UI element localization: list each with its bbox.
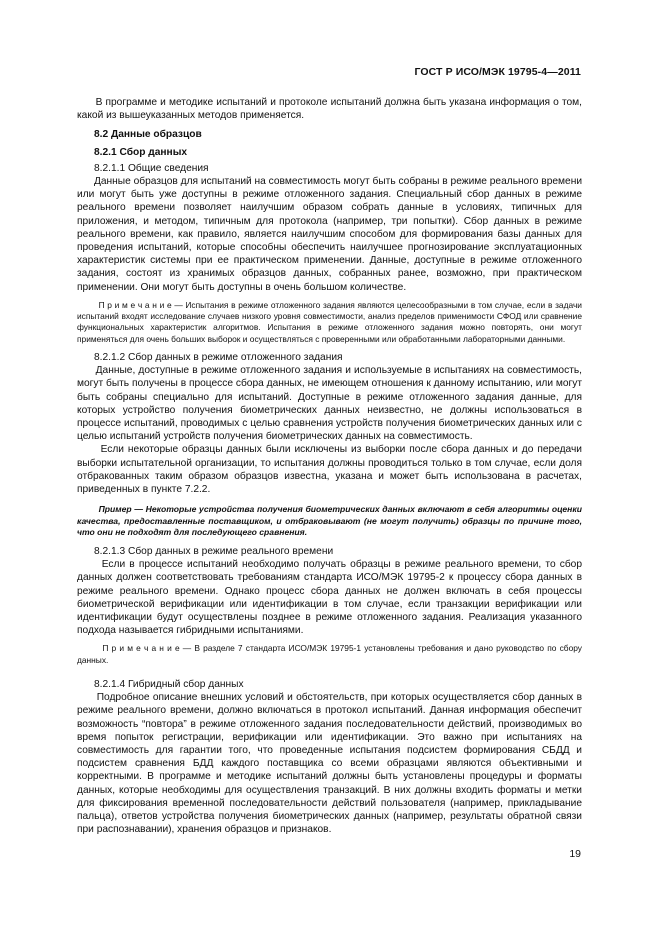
intro-text: В программе и методике испытаний и протоколе испытаний должна быть указана информация о том, какой из вышеуказанных методов применяется.: [77, 97, 582, 122]
section-title-8-2-1-1: 8.2.1.1 Общие сведения: [93, 162, 209, 174]
example-text: Пример — Некоторые устройства получения биометрических данных включают в себя алгоритмы оценки качества, предоставленные поставщиком, и отбраковывают (не могут получить) образцы по причине того, что они не подходят для последующего сравнения.: [77, 504, 582, 538]
paragraph-text-8-2-1-3: Если в процессе испытаний необходимо получать образцы в режиме реального времени, то сбор данных должен соответствовать требованиям стандарта ИСО/МЭК 19795-2 к процессу сбора данных в режиме реального времени. Однако процесс сбора данных не должен включать в себя процессы биометрической верификации или идентификации в том случае, если транзакции верификации или идентификации будут осуществлены позднее в режиме отложенного задания. Реализация указанного подхода называется гибридными испытаниями.: [77, 559, 582, 637]
page-number: 19: [569, 848, 581, 860]
paragraph-8-2-1-4: [77, 691, 582, 836]
section-title-8-2-1-2: 8.2.1.2 Сбор данных в режиме отложенного задания: [93, 352, 343, 364]
note-text: — В разделе 7 стандарта ИСО/МЭК 19795-1 установлены требования и дано руководство по сбору данных.: [77, 643, 582, 665]
intro-paragraph: [77, 96, 582, 122]
section-title-8-2-1-4: 8.2.1.4 Гибридный сбор данных: [93, 679, 244, 691]
note-label: П р и м е ч а н и е: [98, 299, 172, 310]
section-heading-8-2-1: [77, 146, 582, 159]
paragraph-8-2-1-3: [77, 558, 582, 637]
section-heading-8-2-1-3: [77, 545, 582, 558]
note-8-2-1-3: [77, 643, 582, 666]
section-heading-8-2: [77, 128, 582, 141]
paragraph-text-8-2-1-2-a: Данные, доступные в режиме отложенного задания и используемые в испытаниях на совместимость, могут быть получены в процессе сбора данных, не имеющем отношения к данному испытанию, или могут быть собраны специально для испытаний. Доступные в режиме отложенного задания данные, для которых устройство получения биометрических данных неизвестно, не должны использоваться в процессе испытаний, проводимых с целью сравнения устройств получения биометрических данных или с целью испытаний устройств получения биометрических данных на совместимость.: [77, 365, 582, 443]
document-header: ГОСТ Р ИСО/МЭК 19795-4—2011: [414, 66, 581, 78]
note-label: П р и м е ч а н и е: [102, 643, 180, 654]
example-8-2-1-2: [77, 504, 582, 539]
paragraph-text-8-2-1-1: Данные образцов для испытаний на совместимость могут быть собраны в режиме реального времени или могут быть уже доступны в режиме отложенного задания. Специальный сбор данных в режиме реального времени позволяет наилучшим образом собрать данные в условиях, типичных для приложения, и методом, типичным для протокола (например, три попытки). Сбор данных в режиме реального времени, как правило, является наилучшим способом для формирования базы данных для проведения испытаний, которые способны обеспечить наилучшее прогнозирование эксплуатационных характеристик системы при ее практическом применении. Данные, доступные в режиме отложенного задания, состоят из хранимых образцов данных, собранных ранее, возможно, при практическом применении. Они могут быть доступны в очень большом количестве.: [77, 176, 583, 293]
section-heading-8-2-1-4: [77, 678, 582, 691]
section-title-8-2-1: 8.2.1 Сбор данных: [93, 146, 188, 158]
paragraph-text-8-2-1-4: Подробное описание внешних условий и обстоятельств, при которых осуществляется сбор данных в режиме реального времени, должно включаться в протокол испытаний. Данная информация обеспечит возможность “повтора” в режиме отложенного задания последовательности действий, производимых во время попыток регистрации, верификации или идентификации. Это важно при испытаниях на совместимость для гарантии того, что проведенные испытания подсистем формирования СБДД и подсистем сравнения БДД каждого поставщика со всеми образцами являются объективными и корректными. В программе и методике испытаний должны быть установлены процедуры и форматы данных, которые необходимы для осуществления транзакций. В них должны входить форматы и метки для фиксирования временной последовательности действий пользователя (например, прикладывание пальца), ответов устройства получения биометрических данных (например, результаты обратной связи при распознавании), хранения образцов и признаков.: [77, 692, 582, 836]
paragraph-8-2-1-2-b: [77, 443, 582, 496]
section-title-8-2-1-3: 8.2.1.3 Сбор данных в режиме реального времени: [93, 546, 334, 558]
section-title-8-2: 8.2 Данные образцов: [93, 129, 202, 141]
document-body: [77, 96, 582, 837]
section-heading-8-2-1-1: [77, 162, 582, 175]
paragraph-8-2-1-2-a: [77, 364, 582, 443]
paragraph-8-2-1-1: [77, 175, 582, 294]
paragraph-text-8-2-1-2-b: Если некоторые образцы данных были исключены из выборки после сбора данных и до передачи выборки испытательной организации, то испытания должны проводиться только в том случае, если доля отбракованных таким образом образцов известна, указана и может быть использована в расчетах, приведенных в пункте 7.2.2.: [77, 444, 582, 496]
note-text: — Испытания в режиме отложенного задания являются целесообразными в том случае, если в задачи испытаний входят исследование случаев низкого уровня совместимости, анализ пределов применимости СФОД или сравнение функциональных характеристик алгоритмов. Испытания в режиме отложенного задания можно повторять, они могут применяться для очень больших выборок и осуществляться с проверенными или обработанными лабораторными данными.: [77, 299, 582, 344]
note-8-2-1-1: [77, 300, 582, 345]
section-heading-8-2-1-2: [77, 351, 582, 364]
